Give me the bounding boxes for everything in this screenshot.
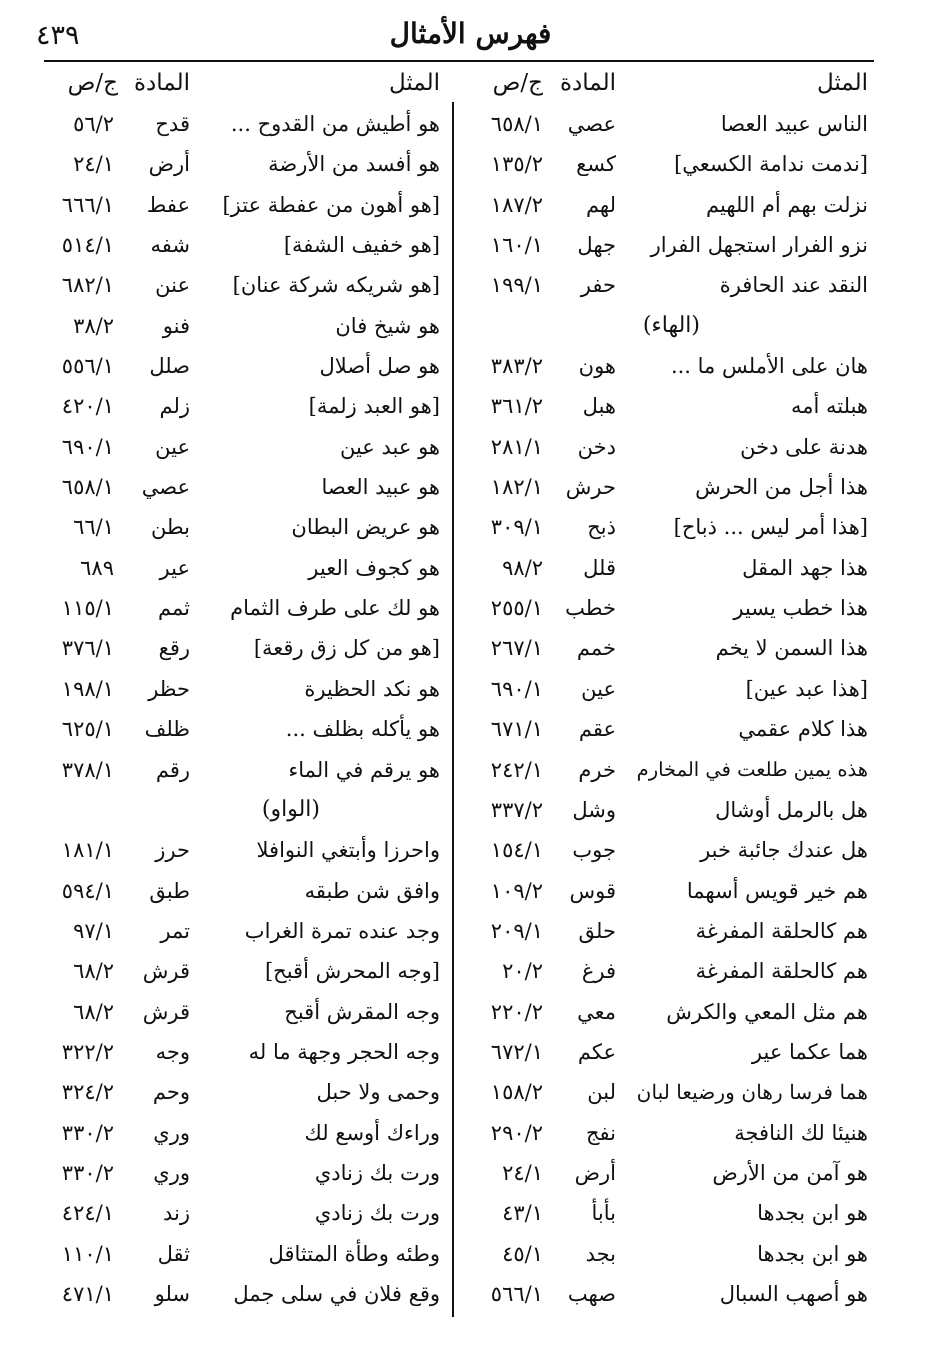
index-row xyxy=(458,1193,868,1233)
proverb-text: [هو شريكه شركة عنان] xyxy=(232,273,440,298)
proverb-text: هنيئا لك النافجة xyxy=(734,1120,868,1145)
proverb-text: وافق شن طبقه xyxy=(304,878,440,903)
proverb-text: [هذا أمر ليس ... ذباح] xyxy=(673,515,868,540)
proverb-text: [ندمت ندامة الكسعي] xyxy=(674,152,868,177)
proverb-text: هو نكد الحظيرة xyxy=(304,676,440,701)
volume-page-ref: ٢٤/١ xyxy=(73,152,114,177)
index-row xyxy=(30,871,446,911)
volume-page-ref: ٣٣٠/٢ xyxy=(61,1160,114,1185)
volume-page-ref: ١٠٩/٢ xyxy=(490,878,543,903)
root-word: قرش xyxy=(142,959,190,984)
volume-page-ref: ١٥٨/٢ xyxy=(490,1080,543,1105)
proverb-text: هم كالحلقة المفرغة xyxy=(695,918,868,943)
root-word: بطن xyxy=(150,515,190,540)
index-row xyxy=(458,709,868,749)
root-word: طبق xyxy=(149,878,190,903)
proverb-text: [هو أهون من عفطة عتز] xyxy=(222,192,440,217)
index-row xyxy=(458,588,868,628)
volume-page-ref: ١١٥/١ xyxy=(61,596,114,621)
proverb-text: ورت بك زنادي xyxy=(314,1201,440,1226)
root-word: شفه xyxy=(150,233,190,258)
proverb-text: النقد عند الحافرة xyxy=(719,273,868,298)
index-row xyxy=(30,1153,446,1193)
volume-page-ref: ٤٢٠/١ xyxy=(61,394,114,419)
volume-page-ref: ١٩٩/١ xyxy=(490,273,543,298)
volume-page-ref: ٣٧٨/١ xyxy=(61,757,114,782)
volume-page-ref: ٩٧/١ xyxy=(73,918,114,943)
index-row xyxy=(458,346,868,386)
root-word: تمر xyxy=(160,918,190,943)
section-heading-row xyxy=(458,306,868,346)
proverb-text: [هو خفيف الشفة] xyxy=(283,233,440,258)
index-row xyxy=(30,1234,446,1274)
volume-page-ref: ٦٢٥/١ xyxy=(61,717,114,742)
index-row xyxy=(458,790,868,830)
proverb-text: هذا أجل من الحرش xyxy=(695,475,868,500)
root-word: بجد xyxy=(585,1241,616,1266)
volume-page-ref: ٢٩٠/٢ xyxy=(490,1120,543,1145)
index-row xyxy=(30,225,446,265)
proverb-text: هم مثل المعي والكرش xyxy=(666,999,868,1024)
proverb-text: هو صل أصلال xyxy=(319,354,440,379)
left-header-root: المادة xyxy=(134,70,190,96)
index-row xyxy=(458,467,868,507)
volume-page-ref: ٢٤/١ xyxy=(502,1160,543,1185)
index-row xyxy=(30,709,446,749)
proverb-text: نزلت بهم أم اللهيم xyxy=(706,192,868,217)
root-word: لبن xyxy=(587,1080,616,1105)
index-row xyxy=(458,911,868,951)
index-row xyxy=(458,144,868,184)
root-word: حرش xyxy=(565,475,616,500)
index-row xyxy=(458,1153,868,1193)
proverb-text: هم خير قويس أسهما xyxy=(686,878,868,903)
volume-page-ref: ٦٩٠/١ xyxy=(61,434,114,459)
root-word: ذبح xyxy=(587,515,616,540)
proverb-text: وطئه وطأة المتثاقل xyxy=(268,1241,440,1266)
proverb-text: [وجه المحرش أقبح] xyxy=(264,959,440,984)
root-word: ثقل xyxy=(157,1241,190,1266)
volume-page-ref: ٦٨/٢ xyxy=(73,999,114,1024)
index-row xyxy=(30,669,446,709)
index-row xyxy=(458,104,868,144)
index-row xyxy=(30,144,446,184)
root-word: حلق xyxy=(578,918,616,943)
index-row xyxy=(30,1072,446,1112)
volume-page-ref: ٦٥٨/١ xyxy=(61,475,114,500)
index-row xyxy=(30,548,446,588)
proverb-text: نزو الفرار استجهل الفرار xyxy=(650,233,868,258)
index-row xyxy=(30,1113,446,1153)
right-header-root: المادة xyxy=(560,70,616,96)
root-word: عكم xyxy=(577,1039,616,1064)
proverb-text: وجه المقرش أقبح xyxy=(284,999,440,1024)
volume-page-ref: ٣٢٢/٢ xyxy=(61,1039,114,1064)
index-row xyxy=(30,992,446,1032)
index-row xyxy=(30,1193,446,1233)
proverb-text: هو أطيش من القدوح ... xyxy=(230,112,440,136)
index-row xyxy=(30,507,446,547)
proverb-text: هان على الأملس ما ... xyxy=(670,354,868,379)
root-word: عين xyxy=(155,434,190,459)
index-row xyxy=(30,951,446,991)
index-row xyxy=(30,750,446,790)
index-row xyxy=(458,225,868,265)
root-word: خطب xyxy=(565,596,616,621)
index-row xyxy=(30,104,446,144)
column-divider xyxy=(452,102,454,1317)
proverb-text: وحمى ولا حبل xyxy=(316,1080,440,1105)
root-word: قوس xyxy=(569,878,616,903)
volume-page-ref: ٥٦٦/١ xyxy=(490,1281,543,1306)
volume-page-ref: ٦٦٦/١ xyxy=(61,192,114,217)
root-word: أرض xyxy=(574,1160,616,1185)
proverb-text: هو يأكله بظلف ... xyxy=(285,717,440,742)
volume-page-ref: ٦٧٢/١ xyxy=(490,1039,543,1064)
proverb-text: هو يرقم في الماء xyxy=(288,757,440,782)
proverb-text: هو عبد عين xyxy=(339,434,440,459)
index-row xyxy=(30,1274,446,1314)
index-row xyxy=(30,306,446,346)
volume-page-ref: ٦٥٨/١ xyxy=(490,112,543,136)
volume-page-ref: ٣٨/٢ xyxy=(73,313,114,338)
page-number: ٤٣٩ xyxy=(36,20,80,51)
proverb-text: هو عبيد العصا xyxy=(321,475,440,500)
root-word: لهم xyxy=(585,192,616,217)
root-word: سلو xyxy=(154,1281,190,1306)
root-word: عصي xyxy=(141,475,190,500)
volume-page-ref: ٤٣/١ xyxy=(502,1201,543,1226)
volume-page-ref: ٤٧١/١ xyxy=(61,1281,114,1306)
volume-page-ref: ٢٢٠/٢ xyxy=(490,999,543,1024)
proverb-text: واحرزا وأبتغي النوافلا xyxy=(256,838,440,863)
proverb-text: هو عريض البطان xyxy=(291,515,440,540)
root-word: صلل xyxy=(149,354,190,379)
index-row xyxy=(30,427,446,467)
index-row xyxy=(30,386,446,426)
index-row xyxy=(30,830,446,870)
index-row xyxy=(30,346,446,386)
root-word: نفج xyxy=(585,1120,616,1145)
root-word: وحم xyxy=(152,1080,190,1105)
volume-page-ref: ٣٨٣/٢ xyxy=(490,354,543,379)
index-row xyxy=(458,427,868,467)
root-word: رقع xyxy=(158,636,190,661)
index-row xyxy=(458,951,868,991)
proverb-text: هذا السمن لا يخم xyxy=(715,636,868,661)
root-word: وشل xyxy=(572,797,616,822)
index-row xyxy=(458,669,868,709)
proverb-text: هو آمن من الأرض xyxy=(712,1160,868,1185)
volume-page-ref: ٦٨٢/١ xyxy=(61,273,114,298)
volume-page-ref: ٦٦/١ xyxy=(73,515,114,540)
proverb-text: [هذا عبد عين] xyxy=(745,676,868,701)
volume-page-ref: ٣٦١/٢ xyxy=(490,394,543,419)
root-word: عير xyxy=(159,555,190,580)
volume-page-ref: ٩٨/٢ xyxy=(502,555,543,580)
page-title: فهرس الأمثال xyxy=(389,17,552,50)
index-row xyxy=(458,1032,868,1072)
header-rule xyxy=(44,60,874,62)
proverb-text: وقع فلان في سلى جمل xyxy=(233,1281,440,1306)
index-row xyxy=(30,185,446,225)
root-word: جوب xyxy=(572,838,616,863)
proverb-text: هو شيخ فان xyxy=(335,313,440,338)
proverb-text: هو ابن بجدها xyxy=(757,1201,868,1226)
index-row xyxy=(458,628,868,668)
root-word: جهل xyxy=(577,233,616,258)
root-word: عقم xyxy=(578,717,616,742)
root-word: فرغ xyxy=(581,959,616,984)
volume-page-ref: ٢٨١/١ xyxy=(490,434,543,459)
volume-page-ref: ٢٦٧/١ xyxy=(490,636,543,661)
index-row xyxy=(30,588,446,628)
proverb-text: هو أفسد من الأرضة xyxy=(268,152,440,177)
proverb-text: الناس عبيد العصا xyxy=(720,112,868,136)
index-row xyxy=(458,507,868,547)
proverb-text: هم كالحلقة المفرغة xyxy=(695,959,868,984)
volume-page-ref: ١٩٨/١ xyxy=(61,676,114,701)
proverb-text: هذا جهد المقل xyxy=(742,555,868,580)
proverb-text: هذا خطب يسير xyxy=(733,596,868,621)
volume-page-ref: ٦٨٩ xyxy=(80,555,114,580)
proverb-text: هذا كلام عقمي xyxy=(738,717,868,742)
volume-page-ref: ٥١٤/١ xyxy=(61,233,114,258)
root-word: كسع xyxy=(576,152,616,177)
section-heading: (الهاء) xyxy=(642,312,700,338)
section-heading: (الواو) xyxy=(261,796,320,822)
proverb-text: وجه الحجر وجهة ما له xyxy=(248,1039,440,1064)
index-row xyxy=(30,1032,446,1072)
root-word: أرض xyxy=(148,152,190,177)
left-header-proverb: المثل xyxy=(388,70,440,96)
root-word: هون xyxy=(578,354,616,379)
proverb-text: هو لك على طرف الثمام xyxy=(230,596,440,621)
volume-page-ref: ٤٢٤/١ xyxy=(61,1201,114,1226)
left-header-ref: ج/ص xyxy=(67,70,118,96)
root-word: عصي xyxy=(567,112,616,136)
volume-page-ref: ٣٣٠/٢ xyxy=(61,1120,114,1145)
proverb-text: هما عكما عير xyxy=(751,1039,868,1064)
root-word: معي xyxy=(577,999,616,1024)
root-word: زلم xyxy=(159,394,190,419)
right-proverb-column xyxy=(458,104,868,1314)
index-row xyxy=(458,1072,868,1112)
root-word: وجه xyxy=(155,1039,190,1064)
index-row xyxy=(458,185,868,225)
volume-page-ref: ٦٨/٢ xyxy=(73,959,114,984)
volume-page-ref: ٢٠/٢ xyxy=(502,959,543,984)
proverb-text: [هو من كل زق رقعة] xyxy=(253,636,440,661)
proverb-text: هل عندك جائبة خبر xyxy=(700,838,868,863)
proverb-text: هذه يمين طلعت في المخارم xyxy=(636,757,868,781)
index-row xyxy=(30,467,446,507)
root-word: زند xyxy=(162,1201,190,1226)
index-row xyxy=(458,1274,868,1314)
root-word: خرم xyxy=(578,757,616,782)
volume-page-ref: ٦٧١/١ xyxy=(490,717,543,742)
proverb-text: وراءك أوسع لك xyxy=(304,1120,440,1145)
volume-page-ref: ٣٣٧/٢ xyxy=(490,797,543,822)
root-word: حظر xyxy=(148,676,190,701)
right-header-ref: ج/ص xyxy=(492,70,543,96)
index-row xyxy=(30,628,446,668)
root-word: عين xyxy=(581,676,616,701)
proverb-text: هدنة على دخن xyxy=(740,434,868,459)
root-word: دخن xyxy=(577,434,616,459)
root-word: قرش xyxy=(142,999,190,1024)
proverb-text: [هو العبد زلمة] xyxy=(308,394,440,419)
root-word: ظلف xyxy=(144,717,190,742)
root-word: عفط xyxy=(146,192,190,217)
volume-page-ref: ١١٠/١ xyxy=(61,1241,114,1266)
root-word: هبل xyxy=(582,394,616,419)
index-row xyxy=(458,265,868,305)
left-proverb-column xyxy=(30,104,446,1314)
proverb-text: هل بالرمل أوشال xyxy=(715,797,868,822)
volume-page-ref: ٦٩٠/١ xyxy=(490,676,543,701)
proverb-text: هبلته أمه xyxy=(791,394,868,419)
volume-page-ref: ١٦٠/١ xyxy=(490,233,543,258)
index-row xyxy=(458,871,868,911)
proverb-text: وجد عنده تمرة الغراب xyxy=(244,918,440,943)
root-word: وري xyxy=(153,1160,190,1185)
section-heading-row xyxy=(30,790,446,830)
root-word: صهب xyxy=(567,1281,616,1306)
volume-page-ref: ١٨١/١ xyxy=(61,838,114,863)
root-word: وري xyxy=(153,1120,190,1145)
index-row xyxy=(458,750,868,790)
proverb-text: هو كجوف العير xyxy=(308,555,440,580)
root-word: قدح xyxy=(155,112,190,136)
volume-page-ref: ٥٦/٢ xyxy=(73,112,114,136)
volume-page-ref: ١٣٥/٢ xyxy=(490,152,543,177)
volume-page-ref: ٢٥٥/١ xyxy=(490,596,543,621)
root-word: ثمم xyxy=(158,596,190,621)
index-row xyxy=(458,386,868,426)
root-word: حرز xyxy=(155,838,190,863)
root-word: عنن xyxy=(155,273,190,298)
volume-page-ref: ٥٥٦/١ xyxy=(61,354,114,379)
volume-page-ref: ٢٠٩/١ xyxy=(490,918,543,943)
volume-page-ref: ٥٩٤/١ xyxy=(61,878,114,903)
right-header-proverb: المثل xyxy=(816,70,868,96)
proverb-text: ورت بك زنادي xyxy=(314,1160,440,1185)
proverb-text: هو ابن بجدها xyxy=(757,1241,868,1266)
root-word: رقم xyxy=(155,757,190,782)
index-row xyxy=(458,992,868,1032)
root-word: فنو xyxy=(162,313,190,338)
volume-page-ref: ٣٧٦/١ xyxy=(61,636,114,661)
index-row xyxy=(30,911,446,951)
volume-page-ref: ١٥٤/١ xyxy=(490,838,543,863)
volume-page-ref: ٢٤٢/١ xyxy=(490,757,543,782)
root-word: بأبأ xyxy=(591,1201,616,1226)
volume-page-ref: ٣٠٩/١ xyxy=(490,515,543,540)
index-row xyxy=(458,1234,868,1274)
volume-page-ref: ١٨٧/٢ xyxy=(490,192,543,217)
index-row xyxy=(30,265,446,305)
index-row xyxy=(458,548,868,588)
proverb-text: هو أصهب السبال xyxy=(719,1281,868,1306)
index-row xyxy=(458,830,868,870)
root-word: حفر xyxy=(580,273,616,298)
proverb-text: هما فرسا رهان ورضيعا لبان xyxy=(636,1080,868,1105)
volume-page-ref: ٤٥/١ xyxy=(502,1241,543,1266)
root-word: قلل xyxy=(583,555,616,580)
volume-page-ref: ١٨٢/١ xyxy=(490,475,543,500)
root-word: خمم xyxy=(576,636,616,661)
volume-page-ref: ٣٢٤/٢ xyxy=(61,1080,114,1105)
index-row xyxy=(458,1113,868,1153)
